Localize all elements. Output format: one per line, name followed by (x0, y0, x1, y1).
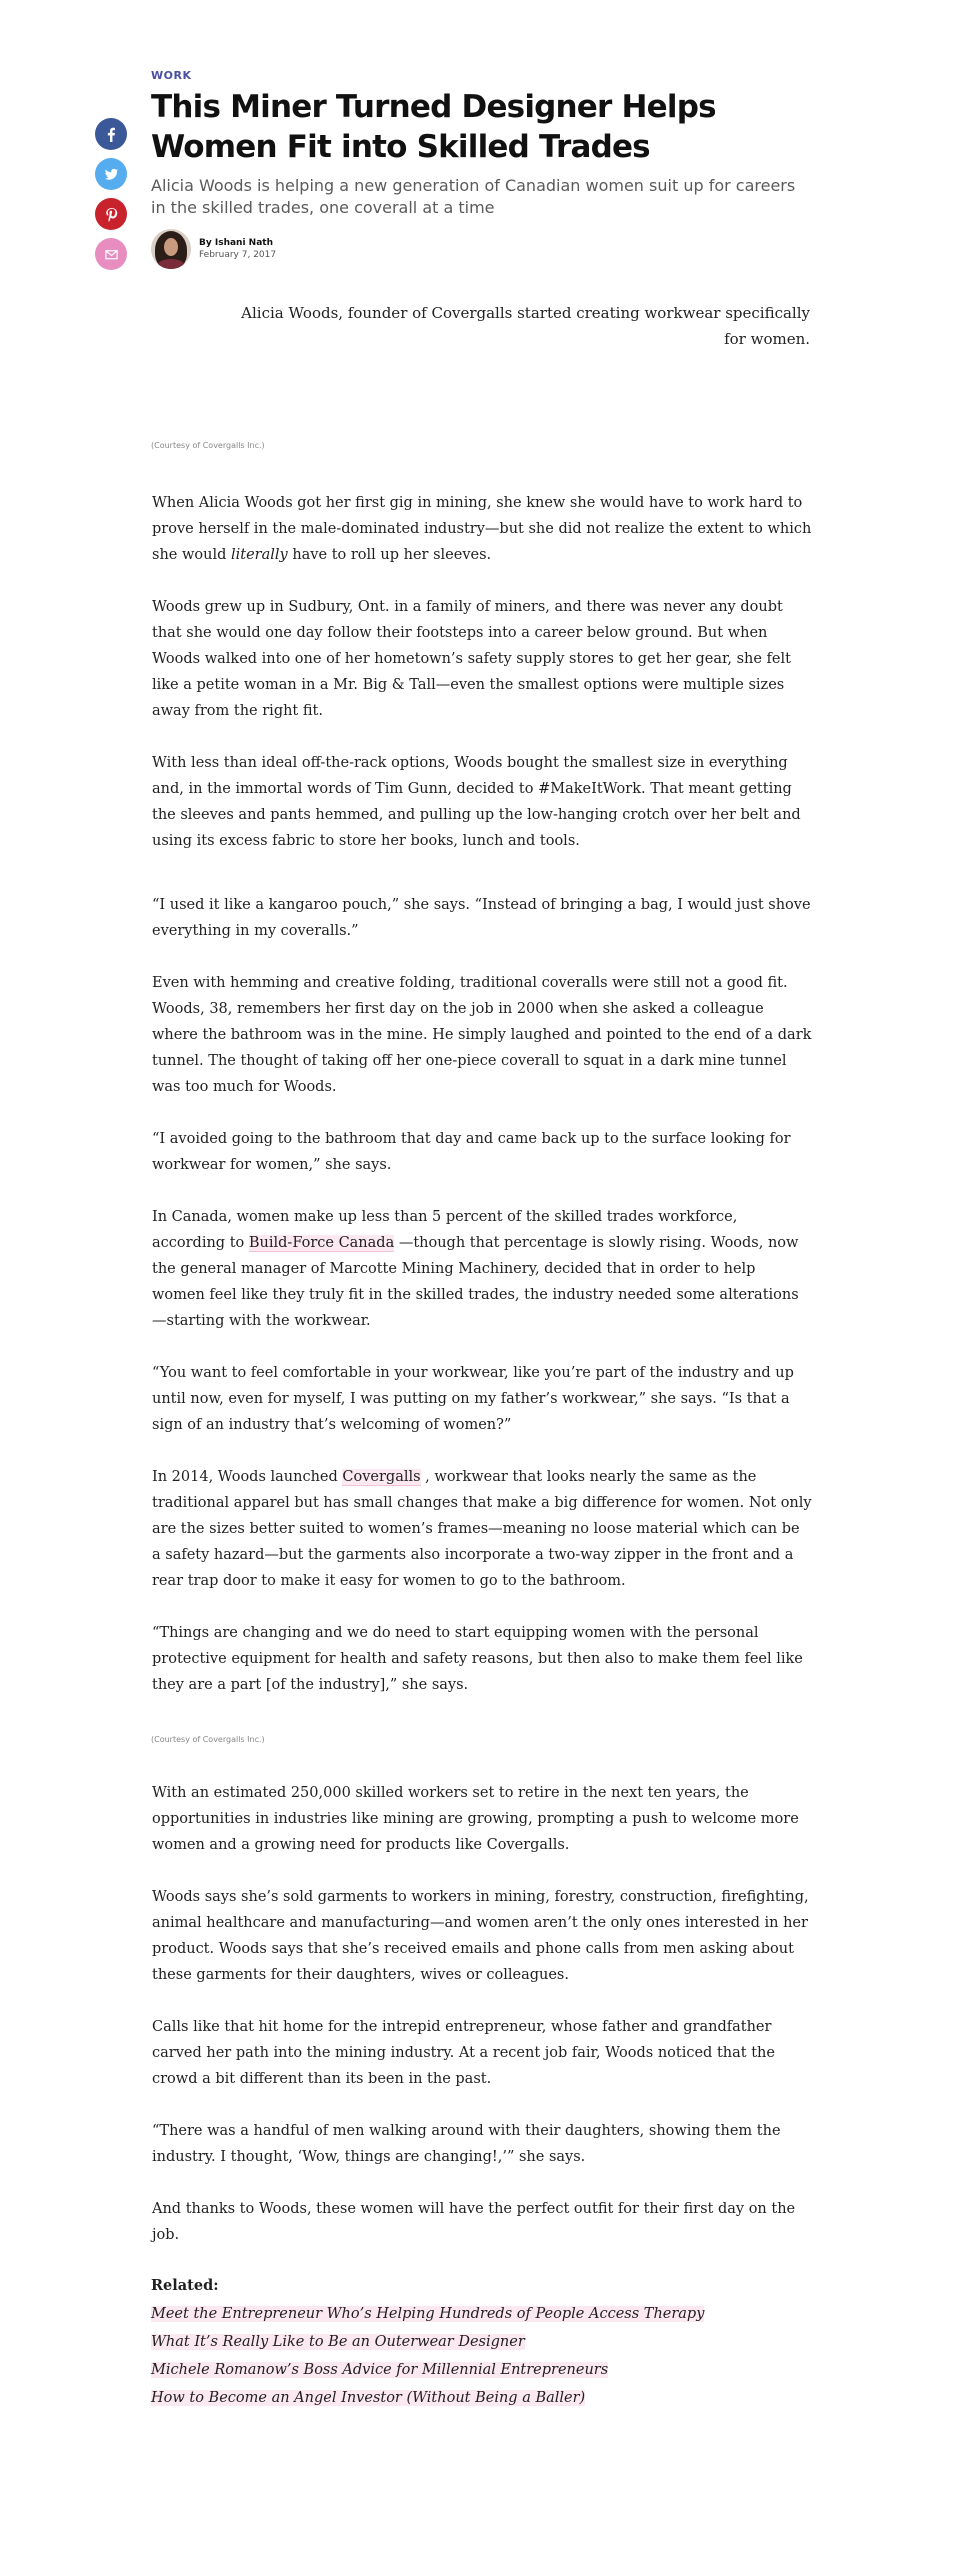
author-name[interactable]: By Ishani Nath (199, 238, 273, 248)
paragraph: With an estimated 250,000 skilled workers set to retire in the next ten years, the opportunities in industries like mining are growing, prompting a push to welcome more women and a growing need for products like Covergalls. (152, 1785, 799, 1853)
paragraph: When Alicia Woods got her first gig in mining, she knew she would have to work hard to prove herself in the male-dominated industry—but she did not realize the extent to which she would literally have to roll up her sleeves. (152, 495, 812, 563)
paragraph: Calls like that hit home for the intrepid entrepreneur, whose father and grandfather carved her path into the mining industry. At a recent job fair, Woods noticed that the crowd a bit different than its been in the past. (152, 2019, 775, 2087)
article-body (152, 490, 812, 1724)
emphasis: literally (230, 547, 288, 563)
paragraph: “There was a handful of men walking around with their daughters, showing them the industry. I thought, ‘Wow, things are changing!,’” she says. (152, 2123, 781, 2165)
article-body-continued (152, 1780, 812, 2274)
photo-credit: (Courtesy of Covergalls Inc.) (151, 441, 265, 450)
email-share-button[interactable] (95, 238, 127, 270)
paragraph: “I used it like a kangaroo pouch,” she says. “Instead of bringing a bag, I would just shove everything in my coveralls.” (152, 897, 811, 939)
category-kicker[interactable]: WORK (151, 69, 192, 82)
twitter-icon (104, 167, 119, 182)
twitter-share-button[interactable] (95, 158, 127, 190)
facebook-share-button[interactable] (95, 118, 127, 150)
paragraph: In Canada, women make up less than 5 percent of the skilled trades workforce, according to Build-Force Canada —though that percentage is slowly rising. Woods, now the general manager of Marcotte Mining Machinery, decided that in order to help women feel like they truly fit in the skilled trades, the industry needed some alterations—starting with the workwear. (152, 1209, 799, 1329)
paragraph: “Things are changing and we do need to start equipping women with the personal protective equipment for health and safety reasons, but then also to make them feel like they are a part [of the industry],” she says. (152, 1625, 803, 1693)
related-link[interactable]: What It’s Really Like to Be an Outerwear Designer (151, 2334, 525, 2350)
share-bar (95, 118, 127, 278)
paragraph: “You want to feel comfortable in your workwear, like you’re part of the industry and up until now, even for myself, I was putting on my father’s workwear,” she says. “Is that a sign of an industry that’s welcoming of women?” (152, 1365, 794, 1433)
related-links (151, 2272, 811, 2412)
paragraph: And thanks to Woods, these women will have the perfect outfit for their first day on the job. (152, 2201, 796, 2243)
paragraph: Woods grew up in Sudbury, Ont. in a family of miners, and there was never any doubt that she would one day follow their footsteps into a career below ground. But when Woods walked into one of her hometown’s safety supply stores to get her gear, she felt like a petite woman in a Mr. Big & Tall—even the smallest options were multiple sizes away from the right fit. (152, 599, 791, 719)
paragraph: Woods says she’s sold garments to workers in mining, forestry, construction, firefighting, animal healthcare and manufacturing—and women aren’t the only ones interested in her product. Woods says that she’s received emails and phone calls from men asking about these garments for their daughters, wives or colleagues. (152, 1889, 809, 1983)
paragraph: With less than ideal off-the-rack options, Woods bought the smallest size in everything and, in the immortal words of Tim Gunn, decided to #MakeItWork. That meant getting the sleeves and pants hemmed, and pulling up the low-hanging crotch over her belt and using its excess fabric to store her books, lunch and tools. (152, 755, 801, 849)
facebook-icon (104, 127, 119, 142)
build-force-canada-link[interactable]: Build-Force Canada (248, 1235, 395, 1251)
photo-credit: (Courtesy of Covergalls Inc.) (151, 1735, 265, 1744)
author-avatar (151, 229, 191, 269)
paragraph: “I avoided going to the bathroom that day and came back up to the surface looking for workwear for women,” she says. (152, 1131, 791, 1173)
pinterest-share-button[interactable] (95, 198, 127, 230)
publish-date: February 7, 2017 (199, 250, 277, 260)
byline (151, 229, 811, 269)
pinterest-icon (104, 207, 119, 222)
article-dek: Alicia Woods is helping a new generation of Canadian women suit up for careers in the skilled trades, one coverall at a time (151, 176, 796, 217)
image-caption: Alicia Woods, founder of Covergalls started creating workwear specifically for women. (241, 304, 810, 348)
covergalls-link[interactable]: Covergalls (342, 1469, 421, 1485)
related-link[interactable]: How to Become an Angel Investor (Without Being a Baller) (151, 2390, 586, 2406)
article-header (151, 69, 811, 269)
mail-icon (104, 247, 119, 262)
related-link[interactable]: Michele Romanow’s Boss Advice for Millennial Entrepreneurs (151, 2362, 609, 2378)
related-label: Related: (151, 2277, 219, 2294)
page-title: This Miner Turned Designer Helps Women Fit into Skilled Trades (151, 89, 716, 165)
paragraph: In 2014, Woods launched Covergalls , workwear that looks nearly the same as the traditional apparel but has small changes that make a big difference for women. Not only are the sizes better suited to women’s frames—meaning no loose material which can be a safety hazard—but the garments also incorporate a two-way zipper in the front and a rear trap door to make it easy for women to go to the bathroom. (152, 1469, 812, 1589)
paragraph: Even with hemming and creative folding, traditional coveralls were still not a good fit. Woods, 38, remembers her first day on the job in 2000 when she asked a colleague where the bathroom was in the mine. He simply laughed and pointed to the end of a dark tunnel. The thought of taking off her one-piece coverall to squat in a dark mine tunnel was too much for Woods. (152, 975, 812, 1095)
related-link[interactable]: Meet the Entrepreneur Who’s Helping Hundreds of People Access Therapy (151, 2306, 705, 2322)
